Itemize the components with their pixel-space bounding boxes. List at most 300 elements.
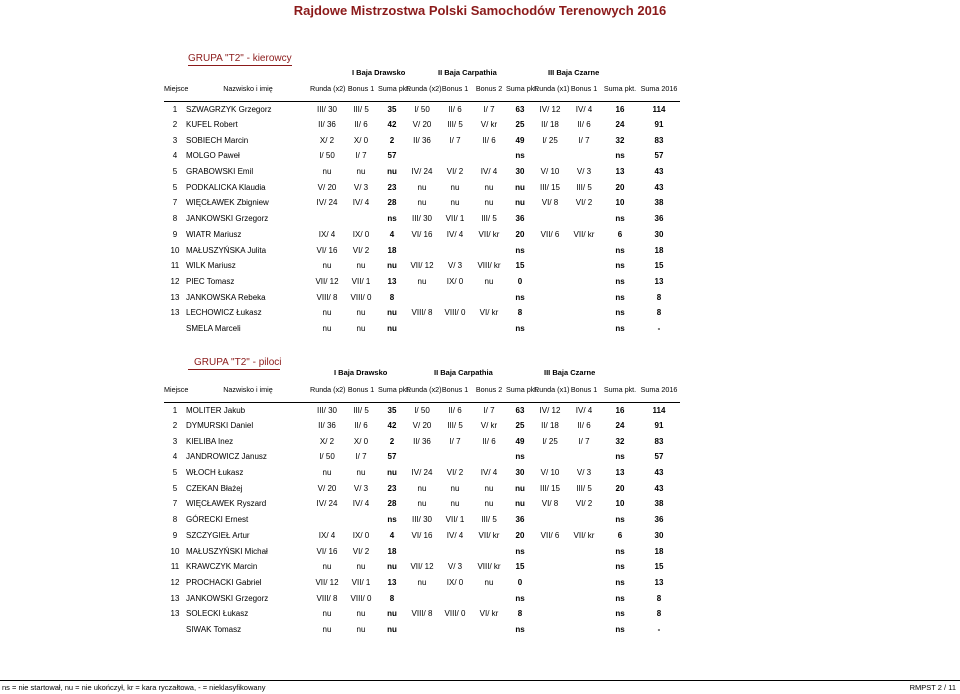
col-runda-2: Runda (x2) (406, 378, 438, 402)
cell-stage3-bonus1: IV/ 4 (575, 405, 593, 415)
col-suma-2016: Suma 2016 (638, 77, 680, 101)
cell-stage3-round (534, 512, 566, 528)
cell-place: 7 (172, 198, 178, 208)
cell-stage2-bonus1: II/ 6 (448, 104, 462, 114)
cell-name: MOLGO Paweł (186, 151, 240, 161)
cell-place: 5 (172, 468, 178, 478)
cell-stage2-sum: nu (515, 499, 525, 509)
cell-stage2-bonus2: nu (484, 499, 494, 509)
page-number: RMPST 2 / 11 (909, 683, 956, 692)
cell-stage2-round: nu (417, 182, 427, 192)
cell-stage2-bonus2: VI/ kr (479, 308, 499, 318)
cell-stage3-sum: 10 (615, 499, 625, 509)
cell-stage2-sum: nu (515, 198, 525, 208)
stage-header-2: II Baja Carpathia (434, 368, 493, 377)
cell-stage1-round: nu (322, 308, 332, 318)
table-row (164, 480, 680, 496)
cell-total-2016: 15 (654, 562, 664, 572)
cell-place (164, 321, 186, 337)
pilots-table-body (164, 402, 680, 637)
cell-stage2-round: IV/ 24 (411, 167, 433, 177)
cell-stage1-round: III/ 30 (316, 104, 337, 114)
cell-stage2-bonus2: nu (484, 276, 494, 286)
cell-stage2-bonus1: VIII/ 0 (444, 609, 466, 619)
col-bonus1-1: Bonus 1 (344, 378, 378, 402)
cell-stage2-sum: 20 (515, 229, 525, 239)
cell-stage2-round: V/ 20 (412, 421, 432, 431)
cell-stage1-sum: nu (387, 308, 397, 318)
cell-stage3-bonus1: V/ 3 (576, 468, 592, 478)
col-bonus1-3: Bonus 1 (566, 77, 602, 101)
cell-stage1-sum: 18 (387, 245, 397, 255)
stage-header-3: III Baja Czarne (548, 68, 600, 77)
cell-stage1-round: VI/ 16 (316, 245, 338, 255)
cell-stage3-bonus1: VI/ 2 (575, 499, 593, 509)
cell-stage2-round: IV/ 24 (411, 468, 433, 478)
cell-total-2016: 38 (654, 198, 664, 208)
cell-name: DYMURSKI Daniel (186, 421, 254, 431)
cell-stage2-sum: nu (515, 182, 525, 192)
cell-stage3-sum: ns (615, 323, 625, 333)
cell-stage2-round (406, 590, 438, 606)
table-row (164, 321, 680, 337)
cell-stage2-sum: ns (515, 593, 525, 603)
cell-name: SZWAGRZYK Grzegorz (186, 104, 272, 114)
cell-stage2-round: III/ 30 (411, 515, 432, 525)
cell-stage1-sum: 28 (387, 198, 397, 208)
cell-place: 10 (170, 546, 180, 556)
cell-stage1-round: nu (322, 167, 332, 177)
cell-stage2-bonus1: IV/ 4 (446, 229, 464, 239)
col-suma-2: Suma pkt. (506, 77, 534, 101)
col-miejsce: Miejsce (164, 378, 186, 402)
cell-name: JANDROWICZ Janusz (186, 452, 267, 462)
cell-stage2-bonus2 (472, 543, 506, 559)
cell-stage3-round (534, 289, 566, 305)
cell-stage2-round: VIII/ 8 (411, 609, 433, 619)
col-runda-1: Runda (x2) (310, 77, 344, 101)
cell-stage3-round (534, 590, 566, 606)
cell-stage2-bonus2: III/ 5 (481, 214, 497, 224)
cell-name: PROCHACKI Gabriel (186, 577, 262, 587)
cell-name: PODKALICKA Klaudia (186, 182, 266, 192)
cell-stage2-bonus1 (438, 449, 472, 465)
cell-stage2-bonus1: III/ 5 (447, 120, 463, 130)
cell-stage2-round: nu (417, 276, 427, 286)
cell-stage2-bonus2: III/ 5 (481, 515, 497, 525)
cell-stage1-round: III/ 30 (316, 405, 337, 415)
cell-stage3-round (534, 543, 566, 559)
cell-stage1-round: VII/ 12 (315, 577, 339, 587)
cell-stage2-bonus1: nu (450, 499, 460, 509)
cell-stage3-sum: 24 (615, 421, 625, 431)
cell-stage2-sum: 25 (515, 120, 525, 130)
cell-stage2-bonus1 (438, 321, 472, 337)
cell-stage2-round: nu (417, 198, 427, 208)
table-row (164, 465, 680, 481)
cell-stage3-sum: 24 (615, 120, 625, 130)
table-row (164, 132, 680, 148)
cell-stage3-round: VI/ 8 (541, 198, 559, 208)
cell-stage1-sum: 2 (389, 135, 395, 145)
cell-stage1-round: V/ 20 (317, 483, 337, 493)
cell-stage3-round (534, 305, 566, 321)
cell-stage2-bonus2: II/ 6 (482, 135, 496, 145)
cell-stage3-sum: ns (615, 546, 625, 556)
cell-stage2-bonus2: nu (484, 182, 494, 192)
cell-stage1-sum: 23 (387, 182, 397, 192)
cell-total-2016: 13 (654, 577, 664, 587)
col-suma-1: Suma pkt. (378, 77, 406, 101)
cell-total-2016: 114 (652, 104, 666, 114)
cell-stage2-bonus1 (438, 543, 472, 559)
cell-stage3-round (534, 606, 566, 622)
cell-place: 11 (170, 261, 180, 271)
col-bonus2-2: Bonus 2 (472, 378, 506, 402)
stage-header-3: III Baja Czarne (544, 368, 596, 377)
cell-stage2-bonus1: V/ 3 (447, 261, 463, 271)
cell-stage1-bonus1: III/ 5 (353, 104, 369, 114)
cell-stage1-round: IX/ 4 (318, 229, 336, 239)
cell-name: SZCZYGIEŁ Artur (186, 530, 250, 540)
cell-stage1-bonus1: IX/ 0 (352, 530, 370, 540)
table-header (164, 77, 680, 101)
col-bonus1-3: Bonus 1 (566, 378, 602, 402)
cell-stage3-sum: 20 (615, 483, 625, 493)
cell-stage3-sum: 10 (615, 198, 625, 208)
cell-place: 3 (172, 436, 178, 446)
cell-stage3-bonus1: I/ 7 (578, 436, 590, 446)
cell-stage3-round: V/ 10 (540, 167, 560, 177)
cell-stage3-round: VII/ 6 (540, 229, 560, 239)
cell-place: 12 (170, 577, 180, 587)
cell-stage2-bonus1: VIII/ 0 (444, 308, 466, 318)
cell-stage2-bonus2: I/ 7 (483, 405, 495, 415)
cell-stage1-bonus1: nu (356, 323, 366, 333)
cell-stage1-bonus1: VII/ 1 (351, 276, 371, 286)
cell-stage2-round: I/ 50 (414, 405, 430, 415)
cell-stage1-round: VIII/ 8 (316, 292, 338, 302)
group-title-underline (188, 369, 280, 370)
cell-total-2016: 43 (654, 182, 664, 192)
cell-place: 13 (170, 308, 180, 318)
cell-stage2-bonus1: IX/ 0 (446, 276, 464, 286)
cell-stage1-bonus1: nu (356, 261, 366, 271)
cell-stage2-bonus1: IX/ 0 (446, 577, 464, 587)
cell-stage3-sum: ns (615, 292, 625, 302)
cell-stage1-round: VIII/ 8 (316, 593, 338, 603)
cell-stage2-round: V/ 20 (412, 120, 432, 130)
cell-place: 1 (172, 104, 178, 114)
cell-stage2-bonus1: III/ 5 (447, 421, 463, 431)
cell-stage3-round (534, 575, 566, 591)
cell-name: JANKOWSKI Grzegorz (186, 593, 269, 603)
cell-stage1-bonus1: X/ 0 (353, 135, 369, 145)
cell-total-2016: 91 (654, 421, 664, 431)
cell-stage3-bonus1 (566, 543, 602, 559)
cell-stage2-bonus1: nu (450, 198, 460, 208)
cell-stage2-bonus1 (438, 148, 472, 164)
cell-stage2-sum: ns (515, 151, 525, 161)
cell-name: MAŁUSZYŃSKA Julita (186, 245, 267, 255)
cell-stage3-round: VII/ 6 (540, 530, 560, 540)
cell-stage3-sum: ns (615, 515, 625, 525)
cell-stage3-bonus1 (566, 575, 602, 591)
cell-place: 5 (172, 167, 178, 177)
col-suma-3: Suma pkt. (602, 378, 638, 402)
cell-total-2016: - (657, 323, 661, 333)
cell-stage2-bonus2: VIII/ kr (477, 562, 501, 572)
cell-stage3-round (534, 559, 566, 575)
cell-stage2-round (406, 622, 438, 638)
cell-stage1-sum: 2 (389, 436, 395, 446)
cell-stage1-round: X/ 2 (319, 135, 335, 145)
footer-divider (0, 680, 960, 681)
cell-stage1-sum: 42 (387, 120, 397, 130)
cell-stage3-bonus1 (566, 559, 602, 575)
cell-stage1-round (310, 512, 344, 528)
col-runda-1: Runda (x2) (310, 378, 344, 402)
cell-stage2-bonus1: I/ 7 (449, 436, 461, 446)
cell-total-2016: 18 (654, 546, 664, 556)
drivers-table-body (164, 101, 680, 336)
cell-stage2-bonus1 (438, 242, 472, 258)
cell-place: 12 (170, 276, 180, 286)
cell-stage1-round: V/ 20 (317, 182, 337, 192)
cell-stage1-round: I/ 50 (319, 151, 335, 161)
cell-stage3-sum: 20 (615, 182, 625, 192)
cell-total-2016: 18 (654, 245, 664, 255)
cell-stage3-round (534, 211, 566, 227)
cell-total-2016: 30 (654, 530, 664, 540)
cell-stage2-bonus2: VII/ kr (478, 530, 500, 540)
cell-name: KUFEL Robert (186, 120, 238, 130)
cell-stage1-sum: 35 (387, 104, 397, 114)
cell-stage1-round: I/ 50 (319, 452, 335, 462)
cell-stage1-sum: 4 (389, 530, 395, 540)
table-row (164, 512, 680, 528)
cell-stage1-round: II/ 36 (318, 421, 336, 431)
cell-stage1-bonus1: III/ 5 (353, 405, 369, 415)
cell-stage1-sum: nu (387, 167, 397, 177)
cell-stage1-round: VI/ 16 (316, 546, 338, 556)
col-bonus1-2: Bonus 1 (438, 378, 472, 402)
cell-stage3-bonus1 (566, 305, 602, 321)
cell-name: MAŁUSZYŃSKI Michał (186, 546, 268, 556)
cell-stage1-round: VII/ 12 (315, 276, 339, 286)
cell-stage1-bonus1: nu (356, 609, 366, 619)
cell-stage2-round: VI/ 16 (411, 530, 433, 540)
cell-stage2-bonus1: VII/ 1 (445, 515, 465, 525)
cell-place: 10 (170, 245, 180, 255)
cell-stage1-sum: nu (387, 562, 397, 572)
cell-stage3-round: I/ 25 (542, 436, 558, 446)
cell-stage2-sum: 36 (515, 515, 525, 525)
cell-stage3-sum: 16 (615, 405, 625, 415)
cell-stage1-sum: 35 (387, 405, 397, 415)
cell-name: WIATR Mariusz (186, 229, 242, 239)
group-title: GRUPA "T2" - piloci (194, 357, 282, 368)
cell-stage2-bonus1 (438, 289, 472, 305)
cell-stage3-round (534, 274, 566, 290)
cell-stage3-round (534, 148, 566, 164)
cell-stage1-bonus1: VII/ 1 (351, 577, 371, 587)
table-row (164, 148, 680, 164)
cell-total-2016: - (657, 624, 661, 634)
cell-stage3-round: I/ 25 (542, 135, 558, 145)
cell-stage3-bonus1: II/ 6 (577, 421, 591, 431)
cell-place: 2 (172, 421, 178, 431)
cell-stage2-bonus2 (472, 242, 506, 258)
cell-stage1-bonus1: nu (356, 468, 366, 478)
cell-stage1-bonus1: IV/ 4 (352, 198, 370, 208)
col-suma-2: Suma pkt. (506, 378, 534, 402)
cell-place: 3 (172, 135, 178, 145)
cell-stage1-round (310, 211, 344, 227)
cell-stage1-round: nu (322, 562, 332, 572)
cell-total-2016: 13 (654, 276, 664, 286)
cell-stage3-sum: 16 (615, 104, 625, 114)
cell-stage3-bonus1: V/ 3 (576, 167, 592, 177)
cell-stage2-bonus2: nu (484, 577, 494, 587)
cell-stage3-round: IV/ 12 (539, 405, 561, 415)
cell-stage2-round: VIII/ 8 (411, 308, 433, 318)
cell-stage1-bonus1: nu (356, 308, 366, 318)
results-table-drivers (164, 77, 680, 336)
cell-stage1-sum: nu (387, 261, 397, 271)
cell-stage1-bonus1: II/ 6 (354, 120, 368, 130)
cell-total-2016: 36 (654, 515, 664, 525)
cell-stage2-bonus1: nu (450, 483, 460, 493)
cell-stage2-sum: nu (515, 483, 525, 493)
table-row (164, 606, 680, 622)
cell-place: 13 (170, 609, 180, 619)
cell-stage2-bonus1: II/ 6 (448, 405, 462, 415)
cell-place: 5 (172, 182, 178, 192)
table-row (164, 305, 680, 321)
cell-stage2-round: VII/ 12 (410, 562, 434, 572)
cell-stage1-sum: 4 (389, 229, 395, 239)
cell-stage3-bonus1: VI/ 2 (575, 198, 593, 208)
cell-stage1-sum: 8 (389, 292, 395, 302)
cell-stage2-round (406, 321, 438, 337)
cell-place: 13 (170, 292, 180, 302)
cell-stage3-round (534, 242, 566, 258)
cell-stage2-bonus2 (472, 148, 506, 164)
section-drivers (164, 50, 680, 340)
col-runda-3: Runda (x1) (534, 77, 566, 101)
cell-total-2016: 43 (654, 483, 664, 493)
cell-place: 11 (170, 562, 180, 572)
cell-stage3-sum: ns (615, 562, 625, 572)
cell-total-2016: 114 (652, 405, 666, 415)
cell-stage1-sum: 57 (387, 151, 397, 161)
cell-stage1-round: IX/ 4 (318, 530, 336, 540)
cell-place (164, 622, 186, 638)
cell-stage3-round: IV/ 12 (539, 104, 561, 114)
cell-stage3-bonus1 (566, 211, 602, 227)
cell-stage2-round: nu (417, 577, 427, 587)
col-suma-3: Suma pkt. (602, 77, 638, 101)
col-suma-2016: Suma 2016 (638, 378, 680, 402)
cell-stage2-bonus1: IV/ 4 (446, 530, 464, 540)
cell-stage3-round: V/ 10 (540, 468, 560, 478)
cell-stage2-round: nu (417, 483, 427, 493)
cell-stage1-sum: 23 (387, 483, 397, 493)
stage-header-2: II Baja Carpathia (438, 68, 497, 77)
cell-stage2-bonus1: VII/ 1 (445, 214, 465, 224)
cell-stage1-sum: ns (387, 515, 397, 525)
cell-stage2-sum: 49 (515, 436, 525, 446)
group-title-underline (188, 65, 292, 66)
cell-stage2-round (406, 543, 438, 559)
cell-stage2-bonus2: VI/ kr (479, 609, 499, 619)
cell-stage2-sum: ns (515, 292, 525, 302)
table-row (164, 449, 680, 465)
cell-stage2-bonus1: nu (450, 182, 460, 192)
cell-stage2-round (406, 242, 438, 258)
cell-name: SOBIECH Marcin (186, 135, 249, 145)
cell-stage1-round: X/ 2 (319, 436, 335, 446)
cell-stage2-bonus1: VI/ 2 (446, 468, 464, 478)
cell-stage2-sum: 25 (515, 421, 525, 431)
cell-name: SIWAK Tomasz (186, 624, 242, 634)
cell-name: KIELIBA Inez (186, 436, 234, 446)
cell-stage1-bonus1: I/ 7 (355, 151, 367, 161)
cell-place: 7 (172, 499, 178, 509)
cell-stage1-bonus1: V/ 3 (353, 182, 369, 192)
cell-stage1-round: nu (322, 468, 332, 478)
cell-stage2-bonus1 (438, 622, 472, 638)
cell-total-2016: 8 (656, 308, 662, 318)
cell-stage2-sum: ns (515, 323, 525, 333)
cell-stage2-sum: 63 (515, 405, 525, 415)
cell-stage3-sum: 13 (615, 167, 625, 177)
cell-stage3-bonus1: VII/ kr (573, 229, 595, 239)
cell-name: JANKOWSKA Rebeka (186, 292, 266, 302)
cell-stage1-sum: nu (387, 468, 397, 478)
cell-stage1-sum: nu (387, 323, 397, 333)
table-row (164, 117, 680, 133)
cell-stage1-sum: nu (387, 609, 397, 619)
cell-name: SOLECKI Łukasz (186, 609, 249, 619)
cell-stage1-bonus1: nu (356, 562, 366, 572)
cell-stage1-bonus1: nu (356, 624, 366, 634)
cell-stage2-bonus1 (438, 590, 472, 606)
cell-stage3-sum: ns (615, 624, 625, 634)
cell-stage2-round (406, 449, 438, 465)
cell-stage2-round: I/ 50 (414, 104, 430, 114)
cell-stage3-round: II/ 18 (541, 421, 559, 431)
cell-stage3-bonus1 (566, 449, 602, 465)
cell-name: GRABOWSKI Emil (186, 167, 254, 177)
cell-name: GÓRECKI Ernest (186, 515, 249, 525)
cell-stage3-bonus1 (566, 242, 602, 258)
cell-stage2-round: VI/ 16 (411, 229, 433, 239)
col-nazwisko: Nazwisko i imię (186, 378, 310, 402)
cell-stage2-bonus2: nu (484, 198, 494, 208)
cell-stage2-sum: 0 (517, 276, 523, 286)
cell-stage1-bonus1: VI/ 2 (352, 546, 370, 556)
cell-stage2-bonus2: IV/ 4 (480, 167, 498, 177)
col-runda-3: Runda (x1) (534, 378, 566, 402)
cell-stage3-round: II/ 18 (541, 120, 559, 130)
cell-name: SMELA Marceli (186, 323, 241, 333)
cell-stage3-sum: 6 (617, 229, 623, 239)
cell-stage3-sum: ns (615, 577, 625, 587)
cell-total-2016: 36 (654, 214, 664, 224)
cell-stage2-bonus2 (472, 449, 506, 465)
